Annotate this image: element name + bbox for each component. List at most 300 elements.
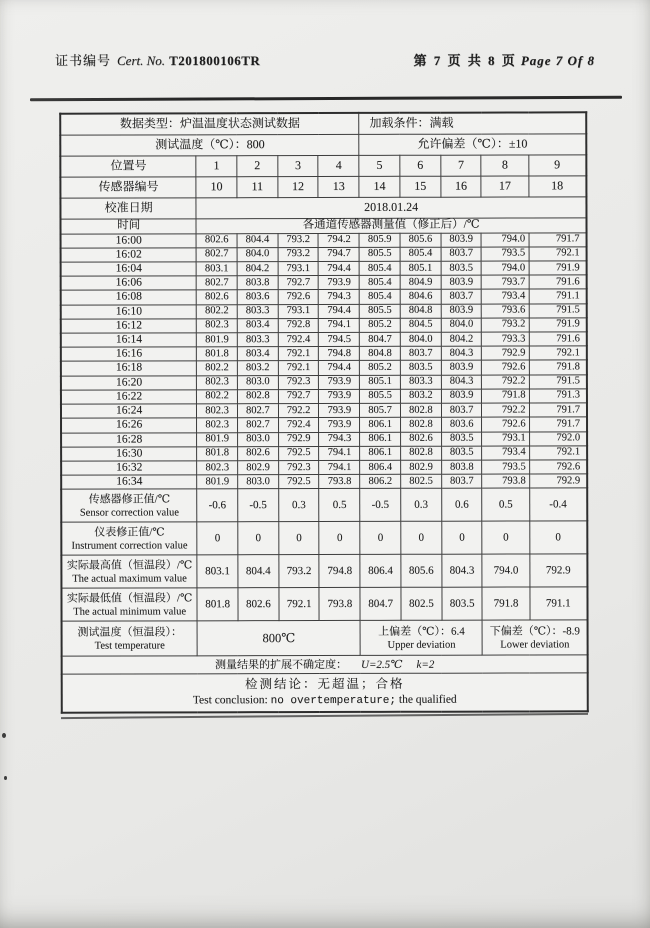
measurement-cell: 792.5	[278, 446, 319, 460]
header-number-cell: 5	[359, 155, 400, 176]
summary-value-cell: 0.5	[319, 489, 360, 522]
measurement-cell: 793.7	[482, 275, 529, 289]
summary-value-cell: 0	[279, 522, 320, 555]
cert-label-zh: 证书编号	[55, 53, 112, 68]
measurement-cell: 802.2	[197, 361, 238, 375]
summary-value-cell: 0	[529, 521, 587, 554]
header-number-cell: 3	[278, 155, 319, 176]
header-number-cell: 4	[318, 155, 359, 176]
measurement-cell: 794.5	[319, 332, 360, 346]
measurement-cell: 793.2	[278, 233, 319, 247]
measurement-cell: 803.1	[196, 262, 237, 276]
measurement-cell: 801.8	[197, 347, 238, 361]
header-number-cell: 11	[237, 176, 278, 197]
lower-deviation-zh: 下偏差（℃）：-8.9	[489, 625, 580, 638]
measurement-cell: 792.9	[482, 346, 529, 360]
measurement-cell: 802.3	[197, 375, 238, 389]
calib-date-value: 2018.01.24	[196, 196, 586, 218]
measurement-cell: 793.6	[482, 304, 529, 318]
summary-label-en: Instrument correction value	[71, 540, 188, 552]
measurement-cell: 802.9	[238, 461, 279, 475]
measurement-cell: 806.1	[360, 432, 401, 446]
measurement-cell: 792.1	[529, 446, 587, 460]
measurement-cell: 803.8	[441, 460, 482, 474]
measurement-cell: 803.7	[441, 289, 482, 303]
header-number-cell: 7	[441, 155, 482, 176]
measurement-cell: 805.4	[359, 290, 400, 304]
measurement-cell: 794.2	[319, 233, 360, 247]
summary-value-cell: 804.7	[360, 588, 401, 621]
measurement-cell: 802.7	[237, 418, 278, 432]
measurement-cell: 803.7	[441, 247, 482, 261]
measurement-cell: 801.9	[197, 333, 238, 347]
scan-speck	[2, 733, 6, 738]
cert-number-line	[55, 50, 260, 69]
page-number-en: Page 7 Of 8	[520, 53, 595, 68]
measurement-cell: 805.7	[360, 403, 401, 417]
time-row	[61, 431, 587, 447]
measurement-cell: 793.9	[319, 276, 360, 290]
page-header	[55, 50, 595, 69]
time-cell: 16:32	[61, 461, 197, 476]
summary-value-cell: 0.3	[278, 489, 319, 522]
summary-label-zh: 实际最低值（恒温段）/℃	[66, 592, 193, 605]
summary-value-cell: -0.4	[529, 488, 587, 521]
time-cell: 16:26	[61, 418, 197, 433]
summary-label	[61, 588, 197, 621]
summary-value-cell: 0	[197, 522, 238, 555]
summary-row	[61, 488, 587, 522]
summary-row	[61, 521, 587, 555]
scan-artifact-line	[61, 713, 588, 719]
measurement-cell: 794.3	[319, 290, 360, 304]
measurement-cell: 803.0	[238, 475, 279, 489]
header-number-cell: 12	[278, 176, 319, 197]
measurement-cell: 792.8	[278, 318, 319, 332]
measurement-cell: 802.3	[197, 418, 238, 432]
measurement-cell: 804.3	[441, 375, 482, 389]
measurement-cell: 794.3	[319, 432, 360, 446]
allowed-deviation-cell: 允许偏差（℃）：±10	[359, 133, 586, 155]
measurement-cell: 802.3	[196, 319, 237, 333]
summary-label-zh: 仪表修正值/℃	[94, 526, 165, 539]
time-row	[61, 318, 587, 334]
time-row	[61, 446, 587, 462]
summary-value-cell: 806.4	[360, 555, 401, 588]
measurement-cell: 806.2	[360, 475, 401, 489]
measurement-cell: 804.2	[441, 332, 482, 346]
measurement-cell: 805.5	[360, 389, 401, 403]
measurement-cell: 793.3	[482, 332, 529, 346]
measurement-cell: 803.0	[237, 375, 278, 389]
measurement-cell: 792.1	[529, 346, 587, 360]
measurement-cell: 802.3	[197, 404, 238, 418]
time-cell: 16:12	[61, 319, 197, 334]
measurement-cell: 802.2	[197, 390, 238, 404]
measurement-cell: 803.7	[441, 403, 482, 417]
upper-deviation-zh: 上偏差（℃）：6.4	[378, 625, 465, 638]
measurement-cell: 793.8	[319, 475, 360, 489]
time-row	[61, 417, 587, 433]
measurement-cell: 792.2	[482, 403, 529, 417]
measurement-cell: 793.4	[482, 289, 529, 303]
measurement-cell: 792.1	[278, 361, 319, 375]
time-cell: 16:14	[61, 333, 197, 348]
measurement-cell: 804.9	[400, 275, 441, 289]
test-temp-label-en: Test temperature	[94, 640, 165, 652]
summary-value-cell: 804.3	[442, 555, 483, 588]
measurement-cell: 791.6	[529, 332, 587, 346]
sensor-label: 传感器编号	[60, 176, 196, 197]
summary-value-cell: 0.5	[482, 488, 529, 521]
time-cell: 16:16	[61, 347, 197, 362]
measurement-cell: 793.5	[482, 247, 529, 261]
summary-value-cell: 794.8	[319, 555, 360, 588]
measurement-table	[59, 111, 589, 713]
measurement-cell: 792.2	[278, 404, 319, 418]
measurement-cell: 793.4	[482, 446, 529, 460]
header-number-cell: 2	[237, 155, 278, 176]
measurement-cell: 805.6	[400, 233, 441, 247]
measurement-cell: 793.1	[278, 261, 319, 275]
time-cell: 16:04	[61, 262, 197, 277]
header-number-cell: 1	[196, 155, 237, 176]
header-number-cell: 8	[481, 154, 528, 175]
measurement-cell: 791.7	[529, 417, 587, 431]
channels-label: 各通道传感器测量值（修正后）/℃	[196, 217, 586, 233]
measurement-cell: 805.2	[360, 361, 401, 375]
deviation-row	[62, 620, 588, 656]
measurement-cell: 805.4	[400, 247, 441, 261]
measurement-cell: 803.3	[237, 333, 278, 347]
summary-value-cell: 0	[319, 522, 360, 555]
summary-value-cell: 802.6	[238, 588, 279, 621]
lower-deviation-cell	[483, 620, 588, 655]
time-cell: 16:24	[61, 404, 197, 419]
upper-deviation-cell	[360, 621, 482, 656]
summary-value-cell: 803.5	[442, 588, 483, 621]
time-label: 时间	[60, 218, 196, 233]
measurement-cell: 804.8	[360, 347, 401, 361]
measurement-cell: 804.7	[360, 332, 401, 346]
summary-label-zh: 传感器修正值/℃	[88, 493, 171, 506]
uncertainty-label: 测量结果的扩展不确定度：	[215, 658, 348, 671]
measurement-cell: 793.2	[482, 318, 529, 332]
measurement-cell: 805.1	[400, 261, 441, 275]
time-row	[61, 460, 587, 476]
summary-value-cell: 0	[401, 522, 442, 555]
measurement-cell: 793.1	[482, 432, 529, 446]
upper-deviation-en: Upper deviation	[387, 639, 456, 651]
summary-value-cell: 805.6	[401, 555, 442, 588]
data-type-cell: 数据类型：炉温温度状态测试数据	[60, 113, 359, 135]
summary-value-cell: 0	[238, 522, 279, 555]
measurement-cell: 792.7	[278, 389, 319, 403]
uncertainty-cell	[62, 655, 588, 674]
measurement-cell: 804.2	[237, 262, 278, 276]
measurement-cell: 793.8	[482, 474, 529, 488]
summary-value-cell: 793.8	[319, 588, 360, 621]
summary-value-cell: -0.6	[197, 489, 238, 522]
header-number-cell: 16	[441, 176, 482, 197]
summary-row	[61, 587, 587, 621]
time-cell: 16:08	[61, 290, 197, 305]
measurement-cell: 792.6	[482, 417, 529, 431]
test-temp-value: 800℃	[197, 621, 360, 656]
summary-label-en: Sensor correction value	[79, 507, 179, 519]
page-number-zh: 第 7 页 共 8 页	[413, 53, 517, 68]
measurement-cell: 802.9	[401, 460, 442, 474]
measurement-cell: 792.3	[278, 461, 319, 475]
measurement-cell: 804.6	[400, 290, 441, 304]
position-row	[60, 154, 586, 176]
measurement-cell: 794.8	[319, 347, 360, 361]
test-temperature-row	[60, 133, 586, 155]
cert-number: T201800106TR	[169, 53, 261, 68]
measurement-cell: 803.2	[237, 361, 278, 375]
time-cell: 16:02	[61, 248, 197, 263]
cert-label-en: Cert. No.	[117, 53, 166, 68]
header-divider	[30, 96, 622, 102]
measurement-cell: 791.3	[529, 389, 587, 403]
measurement-cell: 791.7	[529, 232, 587, 246]
summary-label-zh: 实际最高值（恒温段）/℃	[66, 559, 193, 572]
time-row	[61, 261, 587, 277]
measurement-cell: 793.9	[319, 418, 360, 432]
time-cell: 16:28	[61, 432, 197, 447]
measurement-cell: 803.3	[400, 375, 441, 389]
measurement-cell: 803.9	[441, 233, 482, 247]
measurement-cell: 804.8	[400, 304, 441, 318]
summary-value-cell: -0.5	[238, 489, 279, 522]
measurement-cell: 802.7	[196, 247, 237, 261]
summary-value-cell: 802.5	[401, 588, 442, 621]
conclusion-zh: 检测结论：无超温；合格	[244, 676, 405, 692]
header-number-cell: 9	[528, 154, 586, 175]
measurement-cell: 793.9	[319, 375, 360, 389]
measurement-cell: 803.9	[441, 304, 482, 318]
time-row	[61, 303, 587, 319]
test-temp-label-zh: 测试温度（恒温段）：	[77, 626, 182, 639]
measurement-cell: 802.5	[401, 474, 442, 488]
measurement-cell: 791.9	[529, 261, 587, 275]
time-cell: 16:00	[61, 233, 197, 248]
uncertainty-row	[62, 655, 588, 674]
measurement-cell: 791.6	[529, 275, 587, 289]
measurement-cell: 804.4	[237, 233, 278, 247]
measurement-cell: 793.2	[278, 247, 319, 261]
time-row	[61, 389, 587, 405]
conclusion-row	[62, 673, 588, 712]
summary-value-cell: 0	[442, 522, 483, 555]
measurement-cell: 792.0	[529, 431, 587, 445]
measurement-cell: 793.1	[278, 304, 319, 318]
uncertainty-u-value: U=2.5℃	[361, 658, 403, 671]
summary-value-cell: 0	[360, 522, 401, 555]
time-cell: 16:20	[61, 376, 197, 391]
measurement-cell: 804.0	[400, 332, 441, 346]
measurement-cell: 794.1	[319, 446, 360, 460]
measurement-cell: 803.0	[238, 432, 279, 446]
measurement-cell: 794.4	[319, 304, 360, 318]
measurement-cell: 805.4	[359, 275, 400, 289]
measurement-cell: 801.8	[197, 447, 238, 461]
measurement-cell: 802.6	[401, 432, 442, 446]
time-cell: 16:34	[61, 475, 197, 490]
measurement-cell: 803.5	[441, 261, 482, 275]
time-cell: 16:22	[61, 390, 197, 405]
time-cell: 16:10	[61, 304, 197, 319]
time-row	[61, 289, 587, 305]
time-row	[61, 474, 587, 490]
measurement-cell: 794.1	[319, 318, 360, 332]
data-type-row	[60, 112, 586, 134]
measurement-cell: 806.1	[360, 418, 401, 432]
summary-value-cell: 0.6	[441, 489, 482, 522]
measurement-cell: 792.9	[278, 432, 319, 446]
measurement-cell: 792.1	[278, 347, 319, 361]
time-cell: 16:30	[61, 447, 197, 462]
summary-value-cell: -0.5	[360, 489, 401, 522]
measurement-cell: 792.6	[278, 290, 319, 304]
summary-value-cell: 0	[482, 521, 529, 554]
summary-rows	[61, 488, 587, 621]
conclusion-en-body: no overtemperature;	[270, 695, 397, 708]
time-cell: 16:06	[61, 276, 197, 291]
time-row	[61, 360, 587, 376]
measurement-cell: 802.8	[400, 418, 441, 432]
measurement-cell: 794.0	[482, 232, 529, 246]
time-rows	[61, 232, 588, 489]
measurement-cell: 802.7	[237, 404, 278, 418]
conclusion-en-prefix: Test conclusion:	[192, 694, 271, 707]
measurement-cell: 792.2	[482, 375, 529, 389]
uncertainty-k-value: k=2	[416, 658, 435, 671]
time-row	[61, 247, 587, 263]
summary-label-en: The actual minimum value	[73, 606, 187, 618]
measurement-cell: 792.1	[529, 247, 587, 261]
measurement-cell: 803.6	[237, 290, 278, 304]
summary-value-cell: 0.3	[401, 489, 442, 522]
measurement-cell: 803.7	[400, 346, 441, 360]
measurement-cell: 792.9	[529, 474, 587, 488]
test-temp-section-label	[62, 621, 198, 656]
measurement-cell: 804.5	[400, 318, 441, 332]
measurement-cell: 802.6	[196, 233, 237, 247]
time-row	[61, 275, 587, 291]
measurement-cell: 792.6	[529, 460, 587, 474]
header-number-cell: 18	[528, 175, 586, 196]
time-row	[61, 403, 587, 419]
summary-value-cell: 791.1	[530, 587, 588, 620]
measurement-cell: 803.4	[237, 318, 278, 332]
summary-value-cell: 803.1	[197, 555, 238, 588]
scan-speck	[4, 776, 7, 780]
summary-value-cell: 792.9	[529, 554, 587, 587]
measurement-cell: 805.4	[359, 261, 400, 275]
measurement-cell: 803.9	[441, 275, 482, 289]
measurement-cell: 792.4	[278, 333, 319, 347]
measurement-cell: 794.1	[319, 460, 360, 474]
summary-row	[61, 554, 587, 588]
conclusion-cell	[62, 673, 588, 712]
measurement-cell: 791.1	[529, 289, 587, 303]
measurement-cell: 803.5	[441, 432, 482, 446]
measurement-cell: 803.5	[441, 446, 482, 460]
measurement-cell: 794.7	[319, 247, 360, 261]
measurement-cell: 791.8	[482, 389, 529, 403]
measurement-cell: 802.6	[238, 446, 279, 460]
time-cell: 16:18	[61, 361, 197, 376]
measurement-cell: 801.9	[197, 432, 238, 446]
measurement-cell: 805.5	[359, 247, 400, 261]
header-number-cell: 14	[359, 176, 400, 197]
load-condition-cell: 加载条件：满载	[359, 112, 586, 134]
measurement-cell: 802.8	[400, 403, 441, 417]
summary-value-cell: 792.1	[279, 588, 320, 621]
measurement-cell: 802.7	[196, 276, 237, 290]
measurement-cell: 804.3	[441, 346, 482, 360]
measurement-cell: 802.6	[196, 290, 237, 304]
measurement-cell: 805.1	[360, 375, 401, 389]
measurement-cell: 794.4	[319, 361, 360, 375]
summary-label	[61, 555, 197, 588]
measurement-cell: 803.8	[237, 276, 278, 290]
measurement-cell: 794.0	[482, 261, 529, 275]
position-label: 位置号	[60, 155, 196, 176]
time-row	[61, 332, 587, 348]
measurement-cell: 805.9	[359, 233, 400, 247]
summary-label	[61, 489, 197, 522]
footer-rows	[62, 620, 588, 712]
measurement-cell: 791.8	[529, 360, 587, 374]
measurement-cell: 803.4	[237, 347, 278, 361]
summary-value-cell: 801.8	[197, 588, 238, 621]
measurement-cell: 791.9	[529, 318, 587, 332]
meta-rows	[60, 112, 586, 233]
conclusion-en	[63, 693, 587, 710]
measurement-cell: 791.5	[529, 374, 587, 388]
measurement-cell: 803.5	[400, 361, 441, 375]
summary-value-cell: 794.0	[482, 554, 529, 587]
measurement-cell: 794.4	[319, 261, 360, 275]
header-number-cell: 6	[400, 155, 441, 176]
measurement-cell: 791.5	[529, 303, 587, 317]
measurement-cell: 802.8	[401, 446, 442, 460]
measurement-cell: 803.7	[441, 474, 482, 488]
measurement-cell: 804.0	[237, 247, 278, 261]
measurement-cell: 803.2	[400, 389, 441, 403]
measurement-cell: 793.5	[482, 460, 529, 474]
header-number-cell: 10	[196, 176, 237, 197]
summary-value-cell: 791.8	[482, 587, 529, 620]
time-row	[61, 232, 587, 248]
measurement-cell: 803.6	[441, 417, 482, 431]
measurement-cell: 802.2	[196, 304, 237, 318]
lower-deviation-en: Lower deviation	[500, 639, 570, 651]
measurement-cell: 803.3	[237, 304, 278, 318]
time-row	[61, 346, 587, 362]
conclusion-en-suffix: the qualified	[395, 693, 457, 706]
channels-header-row	[60, 217, 586, 233]
measurement-cell: 802.3	[197, 461, 238, 475]
summary-value-cell: 793.2	[279, 555, 320, 588]
measurement-cell: 792.7	[278, 276, 319, 290]
measurement-cell: 801.9	[197, 475, 238, 489]
header-number-cell: 15	[400, 176, 441, 197]
measurement-cell: 806.1	[360, 446, 401, 460]
measurement-cell: 803.9	[441, 361, 482, 375]
